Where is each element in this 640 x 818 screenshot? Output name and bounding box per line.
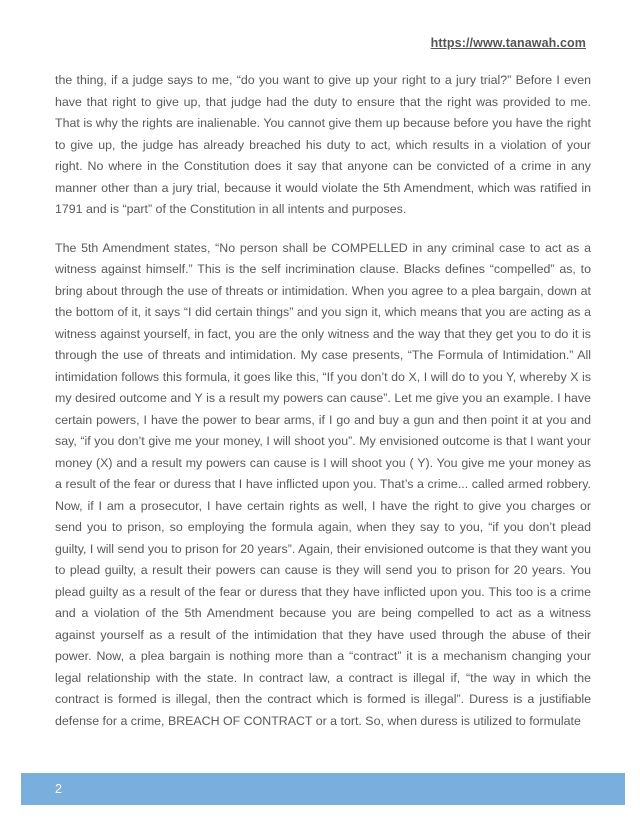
body-paragraph-2: The 5th Amendment states, “No person shall be COMPELLED in any criminal case to act as a witness against himself.” This is the self incrimination clause. Blacks defines “compelled” as, to bring about through the use of threats or intimidation. When you agree to a plea bargain, down at the bottom of it, it says “I did certain things” and you sign it, which means that you are acting as a witness against yourself, in fact, you are the only witness and the way that they get you to do it is through the use of threats and intimidation. My case presents, “The Formula of Intimidation.” All intimidation follows this formula, it goes like this, “If you don’t do X, I will do to you Y, whereby X is my desired outcome and Y is a result my powers can cause”. Let me give you an example. I have certain powers, I have the power to bear arms, if I go and buy a gun and then point it at you and say, “if you don’t give me your money, I will shoot you”. My envisioned outcome is that I want your money (X) and a result my powers can cause is I will shoot you ( Y). You give me your money as a result of the fear or duress that I have inflicted upon you. That’s a crime... called armed robbery. Now, if I am a prosecutor, I have certain rights as well, I have the right to give you charges or send you to prison, so employing the formula again, when they say to you, “if you don’t plead guilty, I will send you to prison for 20 years”. Again, their envisioned outcome is that they want you to plead guilty, a result their powers can cause is they will send you to prison for 20 years. You plead guilty as a result of the fear or duress that they have inflicted upon you. This too is a crime and a violation of the 5th Amendment because you are being compelled to act as a witness against yourself as a result of the intimidation that they have used through the abuse of their power. Now, a plea bargain is nothing more than a “contract” it is a mechanism changing your legal relationship with the state. In contract law, a contract is illegal if, “the way in which the contract is formed is illegal, then the contract which is formed is illegal”. Duress is a justifiable defense for a crime, BREACH OF CONTRACT or a tort. So, when duress is utilized to formulate bbox=[55, 240, 591, 728]
document-body bbox=[55, 70, 591, 749]
header-url-link[interactable]: https://www.tanawah.com bbox=[430, 36, 586, 50]
page-number: 2 bbox=[55, 782, 62, 796]
footer-bar bbox=[21, 773, 625, 805]
body-paragraph-1: the thing, if a judge says to me, “do you want to give up your right to a jury trial?” Before I even have that right to give up, that judge had the duty to ensure that the right was provided to me. That is why the rights are inalienable. You cannot give them up because before you have the right to give up, the judge has already breached his duty to act, which results in a violation of your right. No where in the Constitution does it say that anyone can be convicted of a crime in any manner other than a jury trial, because it would violate the 5th Amendment, which was ratified in 1791 and is “part” of the Constitution in all intents and purposes. bbox=[55, 73, 591, 216]
